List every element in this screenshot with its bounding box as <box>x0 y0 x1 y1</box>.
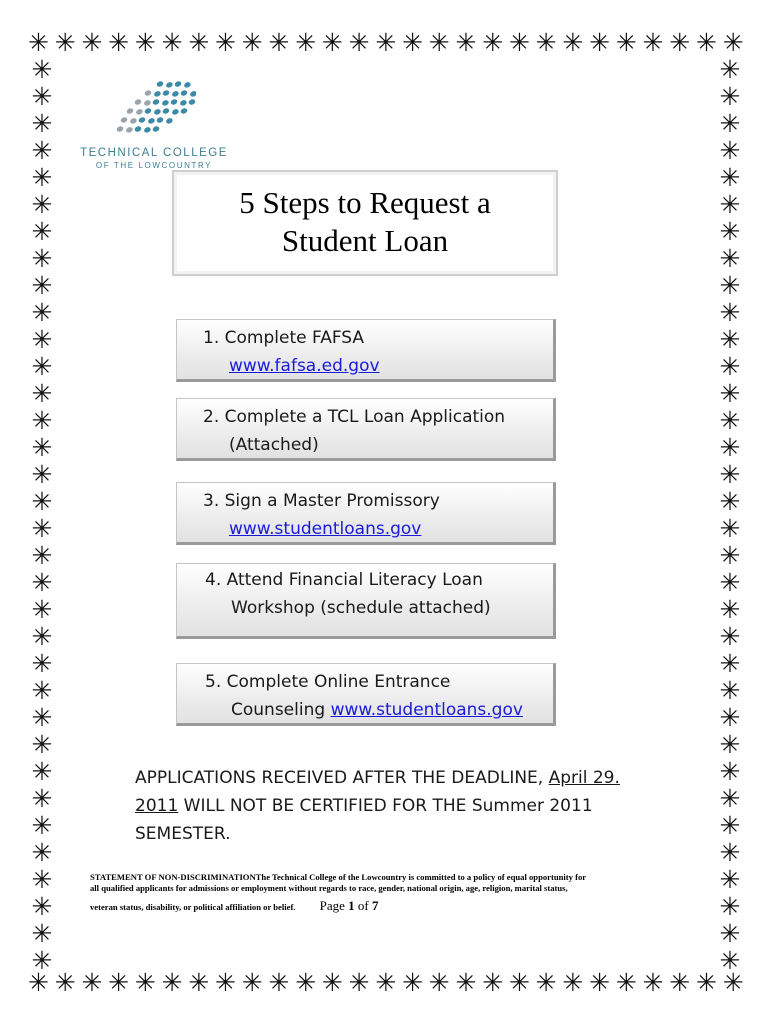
border-star-icon: ✳ <box>31 649 53 678</box>
logo-dot <box>180 107 188 115</box>
border-star-icon: ✳ <box>482 27 504 57</box>
logo-dot <box>153 108 161 116</box>
border-star-icon: ✳ <box>31 595 53 624</box>
border-star-icon: ✳ <box>719 271 741 300</box>
border-star-icon: ✳ <box>134 27 156 57</box>
border-star-icon: ✳ <box>719 244 741 273</box>
border-star-icon: ✳ <box>615 967 637 997</box>
border-star-icon: ✳ <box>719 568 741 597</box>
step-number: 3. <box>203 491 220 511</box>
border-star-icon: ✳ <box>402 967 424 997</box>
border-star-icon: ✳ <box>719 487 741 516</box>
logo-dot <box>143 126 151 134</box>
logo-text-line1: TECHNICAL COLLEGE <box>80 147 228 159</box>
border-star-icon: ✳ <box>31 568 53 597</box>
border-star-icon: ✳ <box>719 109 741 138</box>
step-2 <box>176 398 556 461</box>
border-star-icon: ✳ <box>31 757 53 786</box>
logo-dot <box>144 107 152 115</box>
logo-dot <box>129 117 137 125</box>
border-star-icon: ✳ <box>719 649 741 678</box>
border-star-icon: ✳ <box>188 27 210 57</box>
step-4 <box>176 563 556 639</box>
logo-dot <box>180 89 188 97</box>
border-star-icon: ✳ <box>31 487 53 516</box>
step-text: Complete Online Entrance <box>226 672 451 692</box>
logo-dot <box>156 116 164 124</box>
logo-dot <box>143 99 151 107</box>
border-star-icon: ✳ <box>31 460 53 489</box>
border-star-icon: ✳ <box>31 541 53 570</box>
border-star-icon: ✳ <box>31 244 53 273</box>
border-star-icon: ✳ <box>719 622 741 651</box>
step-text: Complete a TCL Loan Application <box>224 407 506 427</box>
border-star-icon: ✳ <box>31 622 53 651</box>
border-star-icon: ✳ <box>719 433 741 462</box>
border-star-icon: ✳ <box>31 703 53 732</box>
logo-dot <box>171 108 179 116</box>
border-star-icon: ✳ <box>321 27 343 57</box>
border-star-icon: ✳ <box>375 27 397 57</box>
logo-dot <box>144 89 152 97</box>
border-star-icon: ✳ <box>508 967 530 997</box>
statement-line1: STATEMENT OF NON-DISCRIMINATIONThe Technical College of the Lowcountry is committed to a policy of equal opportunity for <box>90 872 587 882</box>
border-star-icon: ✳ <box>428 967 450 997</box>
border-star-icon: ✳ <box>719 325 741 354</box>
step-1 <box>176 319 556 382</box>
page-title-line2: Student Loan <box>281 223 449 258</box>
border-top <box>28 28 744 56</box>
border-star-icon: ✳ <box>161 27 183 57</box>
logo-dot <box>134 98 142 106</box>
border-star-icon: ✳ <box>31 379 53 408</box>
deadline-date: April 29. <box>548 768 620 788</box>
studentloans-link[interactable]: www.studentloans.gov <box>229 519 422 539</box>
border-star-icon: ✳ <box>719 298 741 327</box>
border-star-icon: ✳ <box>719 55 741 84</box>
border-star-icon: ✳ <box>31 892 53 921</box>
border-star-icon: ✳ <box>108 967 130 997</box>
page-number <box>320 898 379 913</box>
border-star-icon: ✳ <box>31 109 53 138</box>
border-star-icon: ✳ <box>669 967 691 997</box>
logo-dot <box>174 80 182 88</box>
statement-line3: veteran status, disability, or political affiliation or belief. <box>90 902 296 912</box>
border-star-icon: ✳ <box>535 967 557 997</box>
step-text-line2: Workshop (schedule attached) <box>231 598 491 618</box>
border-star-icon: ✳ <box>31 865 53 894</box>
fafsa-link[interactable]: www.fafsa.ed.gov <box>229 356 380 376</box>
deadline-text-3: SEMESTER. <box>135 824 231 844</box>
border-star-icon: ✳ <box>719 460 741 489</box>
border-star-icon: ✳ <box>508 27 530 57</box>
logo-dot <box>138 116 146 124</box>
border-star-icon: ✳ <box>134 967 156 997</box>
border-star-icon: ✳ <box>54 27 76 57</box>
border-star-icon: ✳ <box>719 946 741 975</box>
border-star-icon: ✳ <box>31 136 53 165</box>
border-star-icon: ✳ <box>188 967 210 997</box>
logo-dot <box>156 80 164 88</box>
border-star-icon: ✳ <box>31 352 53 381</box>
deadline-year: 2011 <box>135 796 179 816</box>
step-3 <box>176 482 556 545</box>
border-star-icon: ✳ <box>31 217 53 246</box>
logo-dot <box>165 81 173 89</box>
logo-dot <box>116 125 124 133</box>
border-star-icon: ✳ <box>215 967 236 997</box>
page-total: 7 <box>371 898 379 913</box>
logo-dot <box>162 107 170 115</box>
border-star-icon: ✳ <box>428 27 450 57</box>
border-star-icon: ✳ <box>719 82 741 111</box>
border-star-icon: ✳ <box>719 595 741 624</box>
logo-dot <box>170 98 178 106</box>
border-star-icon: ✳ <box>241 27 263 57</box>
page-label: Page <box>319 898 345 913</box>
title-box <box>172 170 558 276</box>
deadline-text: APPLICATIONS RECEIVED AFTER THE DEADLINE, <box>135 768 549 788</box>
logo-dot <box>179 99 187 107</box>
border-star-icon: ✳ <box>719 676 741 705</box>
studentloans-link-2[interactable]: www.studentloans.gov <box>330 700 523 720</box>
border-star-icon: ✳ <box>31 163 53 192</box>
border-star-icon: ✳ <box>31 82 53 111</box>
border-star-icon: ✳ <box>28 27 49 57</box>
logo-dot <box>125 126 133 134</box>
border-star-icon: ✳ <box>295 27 317 57</box>
border-star-icon: ✳ <box>402 27 424 57</box>
border-star-icon: ✳ <box>31 784 53 813</box>
border-star-icon: ✳ <box>589 27 611 57</box>
deadline-text-2: WILL NOT BE CERTIFIED FOR THE Summer 2011 <box>178 796 593 816</box>
border-star-icon: ✳ <box>348 27 370 57</box>
logo-dot <box>189 90 196 98</box>
logo-dot <box>171 90 179 98</box>
border-star-icon: ✳ <box>719 379 741 408</box>
border-bottom <box>28 968 744 996</box>
logo-text-line2: OF THE LOWCOUNTRY <box>95 161 213 170</box>
border-star-icon: ✳ <box>31 514 53 543</box>
step-number: 2. <box>203 407 220 427</box>
logo-dot <box>152 125 160 133</box>
page-title-line1: 5 Steps to Request a <box>239 185 491 220</box>
border-star-icon: ✳ <box>31 190 53 219</box>
border-star-icon: ✳ <box>28 967 49 997</box>
border-star-icon: ✳ <box>719 514 741 543</box>
logo-dot <box>183 81 191 89</box>
logo-dot <box>188 98 196 106</box>
border-star-icon: ✳ <box>722 27 744 57</box>
border-star-icon: ✳ <box>719 919 741 948</box>
border-star-icon: ✳ <box>31 271 53 300</box>
border-star-icon: ✳ <box>321 967 343 997</box>
border-star-icon: ✳ <box>31 433 53 462</box>
border-star-icon: ✳ <box>81 27 103 57</box>
border-star-icon: ✳ <box>31 811 53 840</box>
border-star-icon: ✳ <box>31 838 53 867</box>
border-star-icon: ✳ <box>562 27 584 57</box>
border-star-icon: ✳ <box>719 757 741 786</box>
border-star-icon: ✳ <box>31 325 53 354</box>
border-star-icon: ✳ <box>722 967 744 997</box>
page-of: of <box>357 898 369 913</box>
non-discrimination-statement <box>90 872 700 913</box>
border-star-icon: ✳ <box>669 27 691 57</box>
border-star-icon: ✳ <box>81 967 103 997</box>
step-text: Sign a Master Promissory <box>224 491 440 511</box>
logo-dot <box>147 117 155 125</box>
border-star-icon: ✳ <box>719 838 741 867</box>
step-number: 4. <box>205 570 222 590</box>
logo-dot <box>120 116 128 124</box>
step-text: Attend Financial Literacy Loan <box>226 570 483 590</box>
border-star-icon: ✳ <box>31 55 53 84</box>
border-star-icon: ✳ <box>54 967 76 997</box>
border-star-icon: ✳ <box>348 967 370 997</box>
border-star-icon: ✳ <box>268 967 290 997</box>
step-text-line2: (Attached) <box>229 435 319 455</box>
step-5 <box>176 663 556 726</box>
border-star-icon: ✳ <box>695 967 717 997</box>
border-star-icon: ✳ <box>535 27 557 57</box>
border-star-icon: ✳ <box>455 967 477 997</box>
border-star-icon: ✳ <box>241 967 263 997</box>
border-star-icon: ✳ <box>719 541 741 570</box>
logo-dot <box>152 98 160 106</box>
border-star-icon: ✳ <box>31 919 53 948</box>
border-star-icon: ✳ <box>719 217 741 246</box>
border-star-icon: ✳ <box>719 703 741 732</box>
border-left <box>28 55 56 975</box>
border-star-icon: ✳ <box>719 136 741 165</box>
logo-dot <box>161 99 169 107</box>
statement-line2: all qualified applicants for admissions or employment without regards to race, gender, national origin, age, religion, marital status, <box>90 883 568 893</box>
logo-dot <box>126 107 134 115</box>
border-star-icon: ✳ <box>719 406 741 435</box>
border-star-icon: ✳ <box>719 784 741 813</box>
border-star-icon: ✳ <box>642 27 664 57</box>
border-star-icon: ✳ <box>719 163 741 192</box>
border-star-icon: ✳ <box>719 190 741 219</box>
border-star-icon: ✳ <box>295 967 317 997</box>
border-star-icon: ✳ <box>455 27 477 57</box>
border-right <box>716 55 744 975</box>
border-star-icon: ✳ <box>642 967 664 997</box>
border-star-icon: ✳ <box>161 967 183 997</box>
border-star-icon: ✳ <box>268 27 290 57</box>
border-star-icon: ✳ <box>719 352 741 381</box>
border-star-icon: ✳ <box>31 676 53 705</box>
college-logo <box>78 78 228 170</box>
logo-dot <box>134 125 142 133</box>
deadline-notice <box>135 764 695 848</box>
page-current: 1 <box>348 898 355 913</box>
border-star-icon: ✳ <box>719 892 741 921</box>
border-star-icon: ✳ <box>31 946 53 975</box>
logo-dot <box>162 89 170 97</box>
border-star-icon: ✳ <box>375 967 397 997</box>
border-star-icon: ✳ <box>482 967 504 997</box>
border-star-icon: ✳ <box>562 967 584 997</box>
border-star-icon: ✳ <box>31 730 53 759</box>
border-star-icon: ✳ <box>108 27 130 57</box>
border-star-icon: ✳ <box>719 730 741 759</box>
border-star-icon: ✳ <box>719 865 741 894</box>
border-star-icon: ✳ <box>31 406 53 435</box>
border-star-icon: ✳ <box>615 27 637 57</box>
step-number: 5. <box>205 672 222 692</box>
logo-dot <box>135 108 143 116</box>
step-number: 1. <box>203 328 220 348</box>
border-star-icon: ✳ <box>215 27 236 57</box>
border-star-icon: ✳ <box>589 967 611 997</box>
logo-dot <box>165 117 173 125</box>
step-text: Complete FAFSA <box>224 328 365 348</box>
border-star-icon: ✳ <box>719 811 741 840</box>
step-text-line2: Counseling <box>231 700 331 720</box>
logo-dots-icon <box>114 78 196 140</box>
border-star-icon: ✳ <box>695 27 717 57</box>
logo-dot <box>153 90 161 98</box>
border-star-icon: ✳ <box>31 298 53 327</box>
